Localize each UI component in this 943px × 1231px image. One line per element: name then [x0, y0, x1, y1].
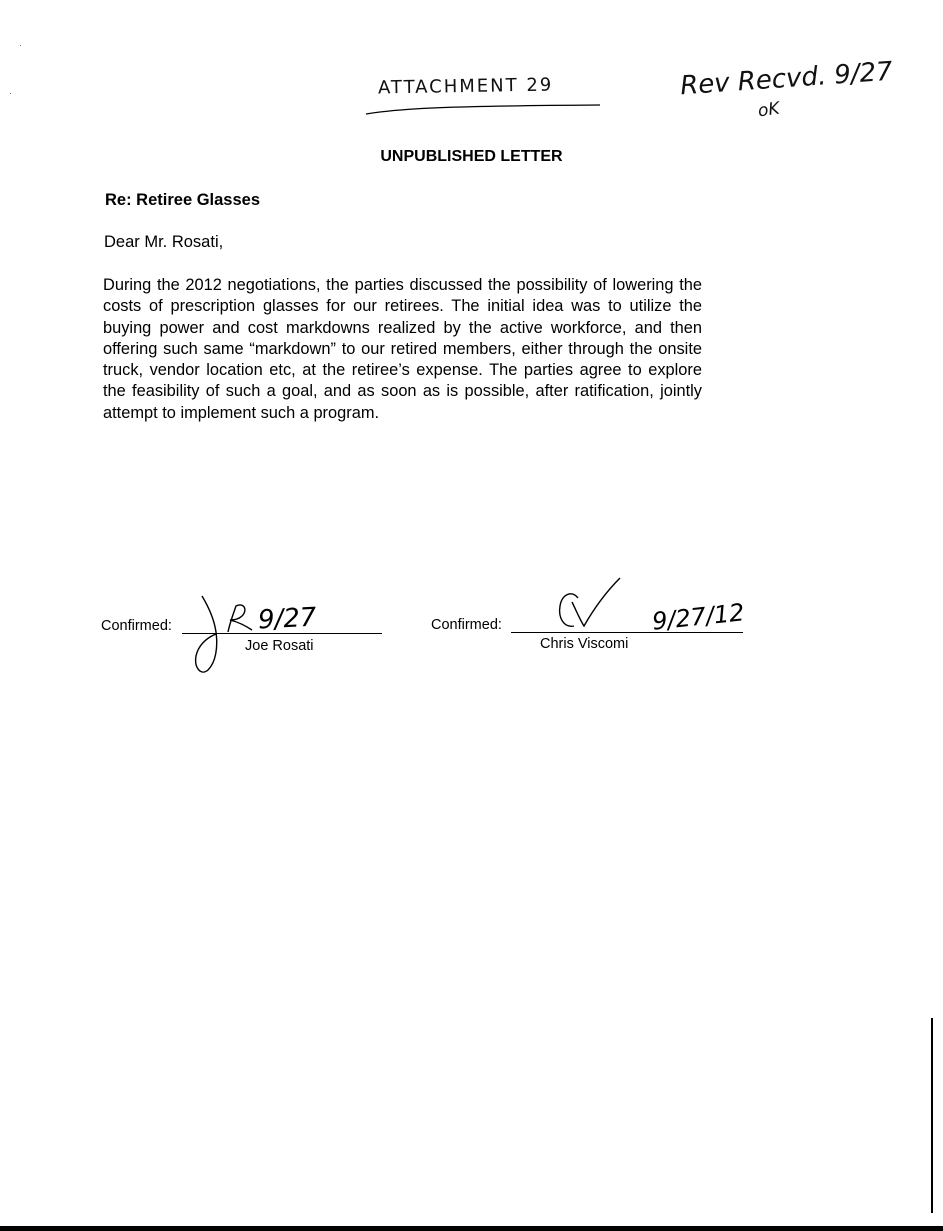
confirmed-label-viscomi: Confirmed:: [431, 617, 502, 633]
printed-name-rosati: Joe Rosati: [245, 638, 314, 654]
signature-rosati: [192, 592, 262, 674]
signature-viscomi: [552, 576, 627, 636]
printed-name-viscomi: Chris Viscomi: [540, 636, 629, 652]
scan-edge-bottom: [0, 1226, 943, 1231]
scan-edge-right: [931, 1018, 933, 1213]
signature-line-viscomi: [511, 632, 743, 633]
scan-speck: [10, 93, 11, 94]
scan-speck: [20, 45, 21, 46]
attachment-underline: [362, 100, 602, 120]
ok-note: oK: [756, 98, 781, 122]
confirmed-label-rosati: Confirmed:: [101, 618, 172, 634]
handwritten-date-viscomi: 9/27/12: [650, 598, 746, 636]
handwritten-date-rosati: 9/27: [257, 602, 318, 636]
salutation: Dear Mr. Rosati,: [104, 233, 224, 251]
attachment-label: ATTACHMENT 29: [377, 74, 554, 99]
subject-line: Re: Retiree Glasses: [105, 191, 261, 209]
letter-body: During the 2012 negotiations, the parties discussed the possibility of lowering the costs of prescription glasses for our retirees. The initial idea was to utilize the buying power and cost markdowns realized by the active workforce, and then offering such same “markdown” to our retired members, either through the onsite truck, vendor location etc, at the retiree’s expense. The parties agree to explore the feasibility of such a goal, and as soon as is possible, after ratification, jointly attempt to implement such a program.: [103, 276, 702, 422]
letter-title: UNPUBLISHED LETTER: [380, 148, 563, 165]
received-note: Rev Recvd. 9/27: [679, 56, 894, 102]
